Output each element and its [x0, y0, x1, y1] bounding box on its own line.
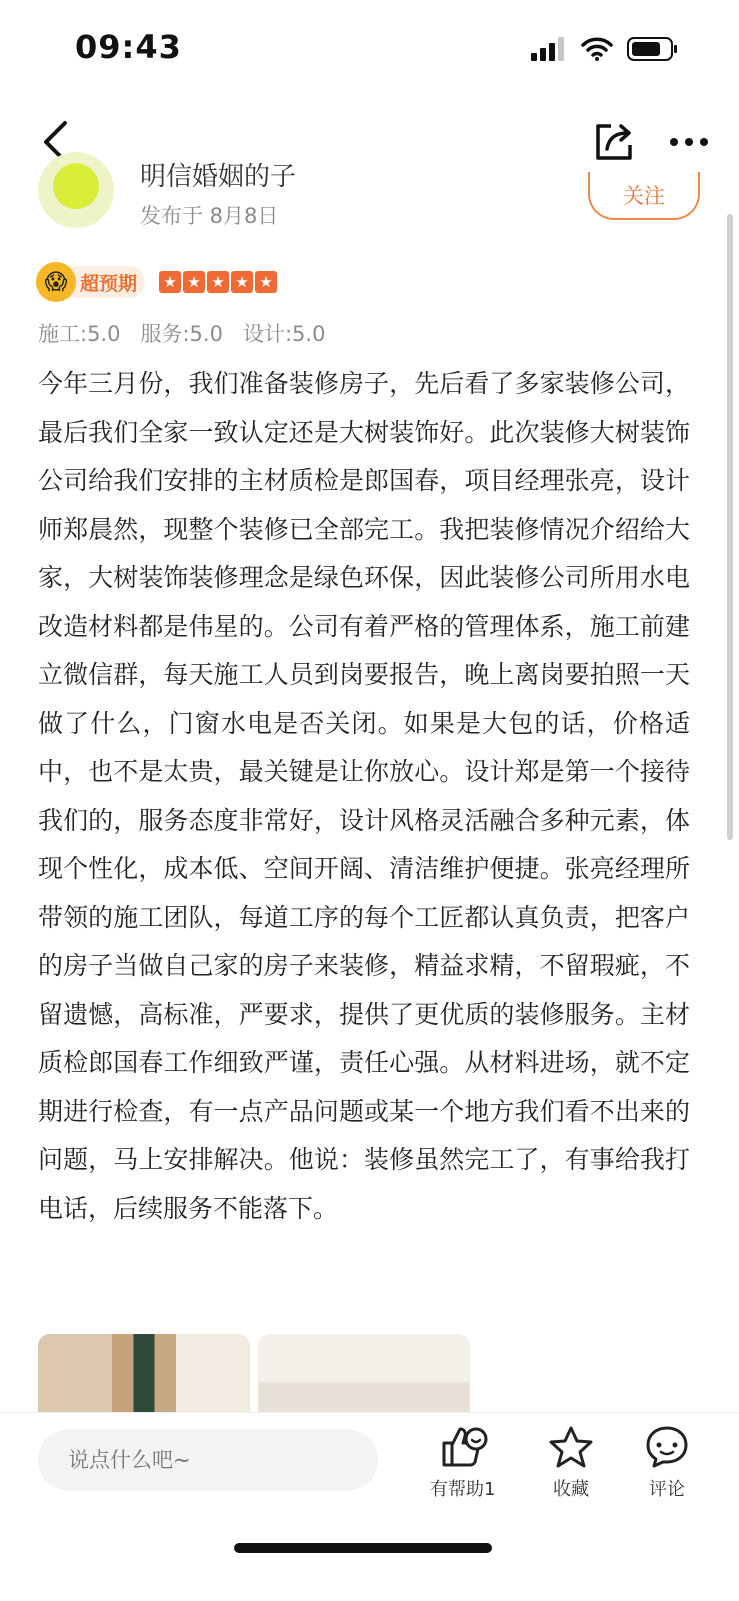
rating-row — [38, 262, 277, 302]
comment-input[interactable] — [38, 1429, 378, 1491]
favorite-button[interactable] — [548, 1425, 594, 1501]
star-outline-icon — [548, 1425, 594, 1469]
design-score: 设计:5.0 — [242, 322, 326, 346]
battery-icon — [627, 36, 679, 62]
construction-score: 施工:5.0 — [38, 322, 121, 346]
service-score: 服务:5.0 — [140, 322, 223, 346]
author-name[interactable]: 明信婚姻的子 — [140, 162, 297, 192]
more-icon — [669, 137, 709, 147]
signal-icon — [531, 37, 567, 61]
status-icons — [531, 36, 679, 62]
comment-bubble-icon — [644, 1425, 690, 1469]
avatar[interactable] — [38, 152, 114, 228]
home-indicator — [234, 1543, 492, 1553]
helpful-label: 有帮助1 — [430, 1479, 496, 1500]
favorite-label: 收藏 — [553, 1479, 589, 1500]
comment-button[interactable] — [644, 1425, 690, 1501]
rating-badge — [38, 266, 145, 298]
star-rating — [159, 271, 277, 293]
share-icon — [593, 121, 635, 163]
wifi-icon — [581, 37, 613, 61]
bottom-action-bar — [0, 1412, 739, 1601]
star-icon: ★ — [231, 271, 253, 293]
scrollbar[interactable] — [727, 214, 733, 840]
publish-time: 发布于 8月8日 — [140, 204, 279, 228]
author-row — [0, 162, 739, 246]
star-icon: ★ — [183, 271, 205, 293]
thumbs-up-icon — [438, 1425, 488, 1469]
review-content[interactable] — [0, 162, 739, 1440]
follow-button[interactable]: 关注 — [588, 172, 700, 220]
review-text: 今年三月份，我们准备装修房子，先后看了多家装修公司，最后我们全家一致认定还是大树装饰好。此次装修大树装饰公司给我们安排的主材质检是郎国春，项目经理张亮，设计师郑晨然，现整个装修已全部完工。我把装修情况介绍给大家，大树装饰装修理念是绿色环保，因此装修公司所用水电改造材料都是伟星的。公司有着严格的管理体系，施工前建立微信群，每天施工人员到岗要报告，晚上离岗要拍照一天做了什么，门窗水电是否关闭。如果是大包的话，价格适中，也不是太贵，最关键是让你放心。设计郑是第一个接待我们的，服务态度非常好，设计风格灵活融合多种元素，体现个性化，成本低、空间开阔、清洁维护便捷。张亮经理所带领的施工团队，每道工序的每个工匠都认真负责，把客户的房子当做自己家的房子来装修，精益求精，不留瑕疵，不留遗憾，高标准，严要求，提供了更优质的装修服务。主材质检郎国春工作细致严谨，责任心强。从材料进场，就不定期进行检查，有一点产品问题或某一个地方我们看不出来的问题，马上安排解决。他说：装修虽然完工了，有事给我打电话，后续服务不能落下。 — [38, 369, 690, 1223]
badge-label: 超预期 — [80, 272, 138, 295]
score-breakdown — [38, 318, 325, 348]
more-button[interactable] — [664, 114, 714, 170]
helpful-button[interactable] — [430, 1425, 495, 1501]
status-time: 09:43 — [75, 28, 182, 66]
surprised-face-icon: 😱 — [36, 262, 76, 302]
comment-label: 评论 — [649, 1479, 685, 1500]
status-bar — [0, 0, 739, 96]
star-icon: ★ — [207, 271, 229, 293]
share-button[interactable] — [588, 114, 640, 170]
star-icon: ★ — [159, 271, 181, 293]
star-icon: ★ — [255, 271, 277, 293]
